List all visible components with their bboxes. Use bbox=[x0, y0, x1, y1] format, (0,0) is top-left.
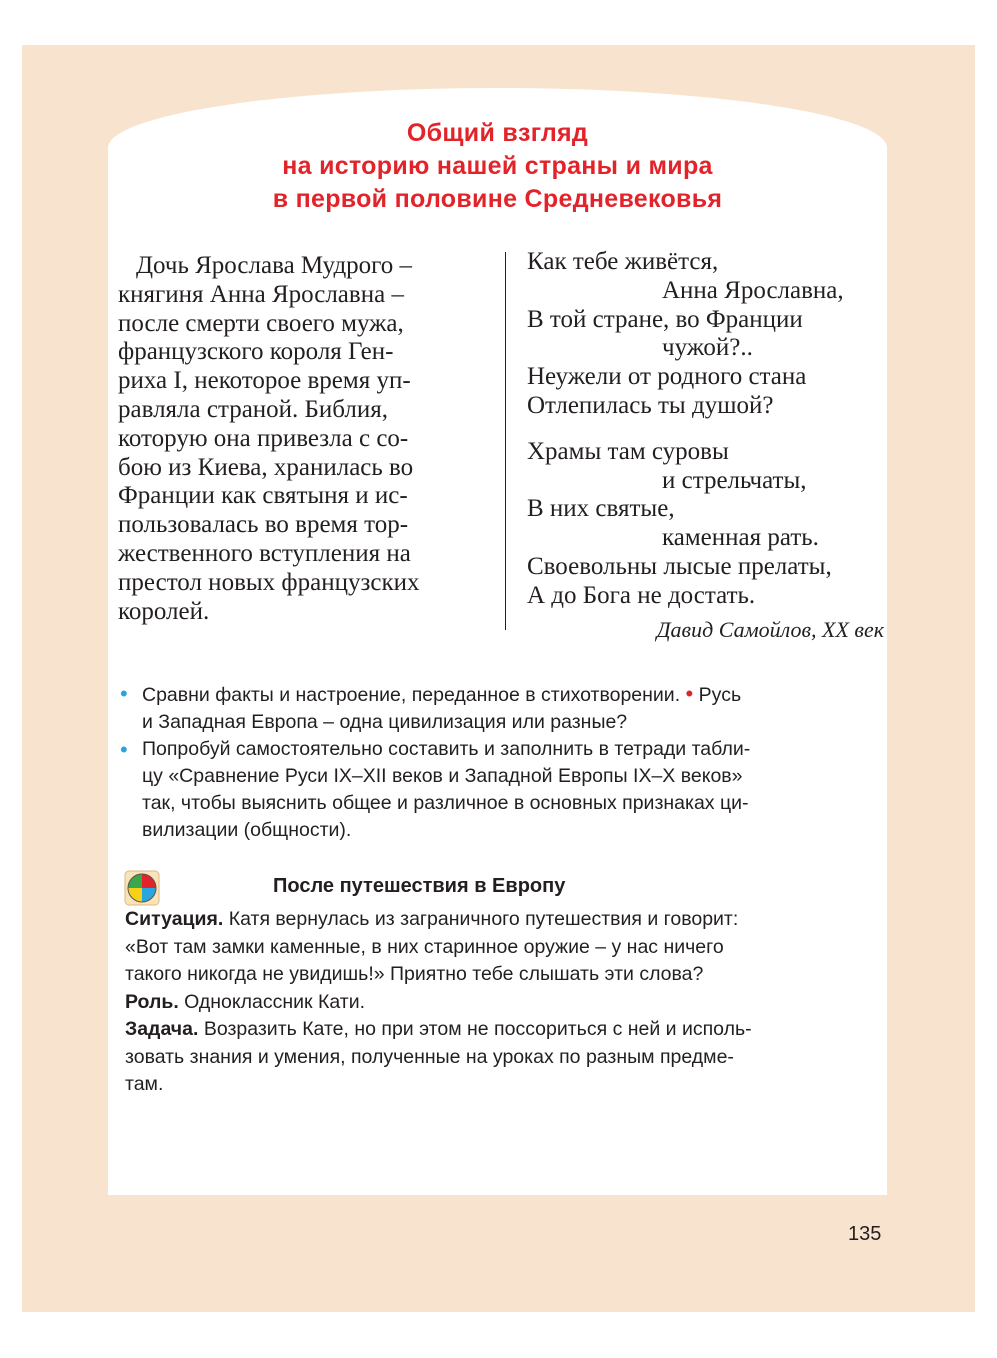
poem-line: Своевольны лысые прелаты, bbox=[527, 552, 832, 580]
task-line: «Вот там замки каменные, в них старинное оружие – у нас ничего bbox=[125, 935, 724, 958]
four-color-circle-icon bbox=[124, 870, 160, 906]
page-title bbox=[108, 117, 887, 216]
task-heading: После путешествия в Европу bbox=[273, 875, 566, 897]
poem-line: Анна Ярославна, bbox=[662, 276, 844, 304]
page-number: 135 bbox=[848, 1223, 882, 1245]
question-line: и Западная Европа – одна цивилизация или разные? bbox=[142, 711, 628, 733]
title-line-2: на историю нашей страны и мира bbox=[282, 152, 713, 180]
prose-line: Франции как святыня и ис- bbox=[118, 482, 408, 510]
title-line-1: Общий взгляд bbox=[406, 119, 589, 147]
prose-line: королей. bbox=[118, 597, 210, 625]
question-item bbox=[120, 736, 882, 844]
task-line: Роль. Одноклассник Кати. bbox=[125, 990, 366, 1013]
blue-bullet-icon: • bbox=[120, 681, 128, 706]
question-line: вилизации (общности). bbox=[142, 819, 352, 841]
poem-line: Отлепилась ты душой? bbox=[527, 391, 774, 419]
poem-line: и стрельчаты, bbox=[662, 466, 807, 494]
question-line: Попробуй самостоятельно составить и заполнить в тетради табли- bbox=[142, 738, 751, 760]
poem-line: В той стране, во Франции bbox=[527, 305, 803, 333]
task-line: Задача. Возразить Кате, но при этом не поссориться с ней и исполь- bbox=[125, 1018, 752, 1040]
prose-line: бою из Киева, хранилась во bbox=[118, 453, 414, 481]
question-line: так, чтобы выяснить общее и различное в основных признаках ци- bbox=[142, 792, 749, 814]
poem-line: Храмы там суровы bbox=[527, 437, 729, 465]
red-bullet-icon: • bbox=[685, 681, 694, 706]
prose-line: французского короля Ген- bbox=[118, 338, 394, 366]
task-block bbox=[125, 906, 885, 1099]
task-line: там. bbox=[125, 1073, 164, 1095]
prose-line: престол новых французских bbox=[118, 568, 420, 596]
prose-line: равляла страной. Библия, bbox=[118, 395, 388, 423]
situation-label: Ситуация. bbox=[125, 908, 224, 930]
questions-list bbox=[120, 680, 882, 844]
prose-line: жественного вступления на bbox=[118, 539, 411, 567]
poem-line: Неужели от родного стана bbox=[527, 363, 807, 391]
column-divider bbox=[505, 252, 506, 630]
stanza-gap bbox=[527, 421, 887, 438]
title-line-3: в первой половине Средневековья bbox=[272, 185, 723, 213]
prose-line: княгиня Анна Ярославна – bbox=[118, 280, 404, 308]
question-item bbox=[120, 680, 882, 736]
prose-line: которую она привезла с со- bbox=[118, 424, 409, 452]
poem-line: Как тебе живётся, bbox=[527, 248, 719, 275]
task-line: зовать знания и умения, полученные на уроках по разным предме- bbox=[125, 1045, 734, 1068]
prose-line: риха I, некоторое время уп- bbox=[118, 367, 411, 395]
poem-attribution: Давид Самойлов, XX век bbox=[656, 617, 884, 642]
task-line: такого никогда не увидишь!» Приятно тебе слышать эти слова? bbox=[125, 963, 704, 985]
prose-line: Дочь Ярослава Мудрого – bbox=[136, 252, 413, 279]
goal-label: Задача. bbox=[125, 1018, 199, 1040]
poem-line: каменная рать. bbox=[662, 524, 819, 552]
poem bbox=[527, 248, 887, 611]
poem-line: чужой?.. bbox=[662, 334, 753, 362]
role-label: Роль. bbox=[125, 990, 179, 1013]
prose-column bbox=[118, 252, 485, 626]
blue-bullet-icon: • bbox=[120, 737, 128, 762]
prose-line: пользовалась во время тор- bbox=[118, 511, 409, 539]
question-line: цу «Сравнение Руси IX–XII веков и Западной Европы IX–X веков» bbox=[142, 765, 743, 787]
poem-line: А до Бога не достать. bbox=[527, 581, 756, 609]
question-line: Сравни факты и настроение, переданное в стихотворении. • Русь bbox=[142, 681, 742, 706]
task-line: Ситуация. Катя вернулась из заграничного путешествия и говорит: bbox=[125, 908, 739, 930]
prose-line: после смерти своего мужа, bbox=[118, 309, 404, 337]
poem-line: В них святые, bbox=[527, 495, 675, 523]
